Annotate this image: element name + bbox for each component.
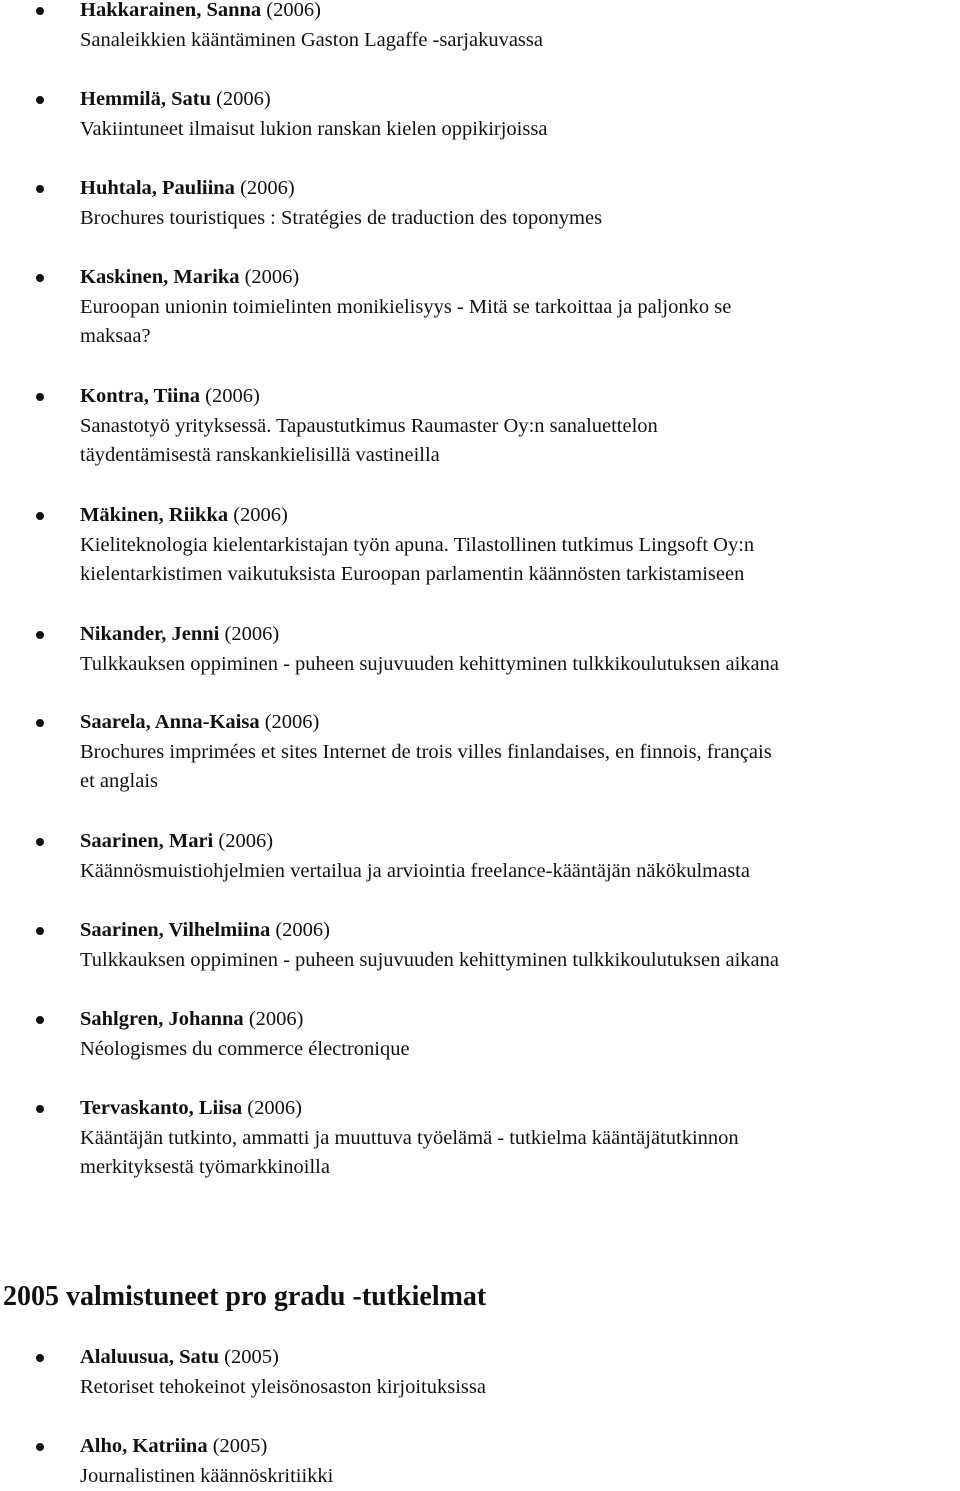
thesis-year: (2006) (244, 266, 300, 288)
list-item (0, 174, 602, 233)
author-name: Kontra, Tiina (80, 385, 200, 407)
thesis-title-line: Vakiintuneet ilmaisut lukion ranskan kielen oppikirjoissa (80, 117, 548, 140)
thesis-title-line: Brochures touristiques : Stratégies de traduction des toponymes (80, 206, 603, 229)
thesis-title-line: Sanastotyö yrityksessä. Tapaustutkimus Raumaster Oy:n sanaluettelon (80, 414, 658, 437)
list-item (0, 1005, 410, 1064)
thesis-title-line: et anglais (80, 770, 158, 793)
list-item (0, 1343, 486, 1402)
thesis-title-line: Tulkkauksen oppiminen - puheen sujuvuuden kehittyminen tulkkikoulutuksen aikana (80, 948, 780, 971)
thesis-year: (2006) (233, 504, 288, 526)
thesis-title-line: täydentämisestä ranskankielisillä vastineilla (80, 444, 440, 467)
list-item (0, 0, 543, 55)
list-item (0, 620, 779, 679)
list-item (0, 382, 658, 471)
thesis-year: (2006) (216, 88, 271, 110)
thesis-title-line: Kieliteknologia kielentarkistajan työn apuna. Tilastollinen tutkimus Lingsoft Oy:n (80, 533, 755, 556)
author-name: Saarinen, Mari (80, 830, 214, 852)
author-name: Hemmilä, Satu (80, 88, 211, 110)
thesis-title-line: Sanaleikkien kääntäminen Gaston Lagaffe -sarjakuvassa (80, 28, 543, 51)
author-name: Sahlgren, Johanna (80, 1008, 244, 1030)
author-name: Hakkarainen, Sanna (80, 0, 262, 21)
thesis-year: (2005) (224, 1346, 279, 1368)
thesis-year: (2006) (224, 623, 280, 645)
list-item (0, 1432, 333, 1491)
bullet-icon (36, 274, 44, 282)
thesis-title-line: Néologismes du commerce électronique (80, 1037, 410, 1060)
author-name: Tervaskanto, Liisa (80, 1097, 243, 1119)
thesis-title-line: Journalistinen käännöskritiikki (80, 1464, 334, 1487)
thesis-year: (2006) (247, 1097, 302, 1119)
list-item (0, 827, 750, 886)
thesis-title-line: Retoriset tehokeinot yleisönosaston kirjoituksissa (80, 1375, 486, 1398)
author-name: Saarela, Anna-Kaisa (80, 711, 260, 733)
author-name: Mäkinen, Riikka (80, 504, 229, 526)
thesis-year: (2006) (205, 385, 260, 407)
bullet-icon (36, 393, 44, 401)
thesis-title-line: kielentarkistimen vaikutuksista Euroopan parlamentin käännösten tarkistamiseen (80, 563, 745, 586)
bullet-icon (36, 7, 44, 15)
thesis-title-line: merkityksestä työmarkkinoilla (80, 1156, 330, 1179)
thesis-year: (2006) (266, 0, 321, 21)
list-item (0, 1094, 739, 1183)
thesis-year: (2006) (275, 919, 331, 941)
bullet-icon (36, 719, 44, 727)
bullet-icon (36, 96, 44, 104)
thesis-title-line: Käännösmuistiohjelmien vertailua ja arviointia freelance-kääntäjän näkökulmasta (80, 859, 750, 882)
thesis-year: (2006) (264, 711, 320, 733)
list-item (0, 916, 779, 975)
author-name: Huhtala, Pauliina (80, 177, 235, 199)
list-item (0, 263, 731, 352)
thesis-title-line: maksaa? (80, 325, 151, 348)
list-item (0, 501, 754, 590)
thesis-title-line: Euroopan unionin toimielinten monikielisyys - Mitä se tarkoittaa ja paljonko se (80, 295, 732, 318)
bullet-icon (36, 1105, 44, 1113)
bullet-icon (36, 1354, 44, 1362)
thesis-year: (2006) (240, 177, 295, 199)
author-name: Nikander, Jenni (80, 623, 220, 645)
section-heading: 2005 valmistuneet pro gradu -tutkielmat (3, 1281, 487, 1312)
thesis-year: (2006) (248, 1008, 304, 1030)
bullet-icon (36, 631, 44, 639)
bullet-icon (36, 1016, 44, 1024)
thesis-title-line: Brochures imprimées et sites Internet de trois villes finlandaises, en finnois, français (80, 740, 772, 763)
thesis-title-line: Kääntäjän tutkinto, ammatti ja muuttuva työelämä - tutkielma kääntäjätutkinnon (80, 1126, 739, 1149)
author-name: Kaskinen, Marika (80, 266, 240, 288)
thesis-title-line: Tulkkauksen oppiminen - puheen sujuvuuden kehittyminen tulkkikoulutuksen aikana (80, 652, 780, 675)
author-name: Saarinen, Vilhelmiina (80, 919, 271, 941)
bullet-icon (36, 838, 44, 846)
thesis-year: (2005) (212, 1435, 268, 1457)
bullet-icon (36, 927, 44, 935)
list-item (0, 708, 772, 797)
bullet-icon (36, 185, 44, 193)
author-name: Alaluusua, Satu (80, 1346, 220, 1368)
bullet-icon (36, 1443, 44, 1451)
author-name: Alho, Katriina (80, 1435, 208, 1457)
list-item (0, 85, 547, 144)
thesis-year: (2006) (218, 830, 274, 852)
bullet-icon (36, 512, 44, 520)
